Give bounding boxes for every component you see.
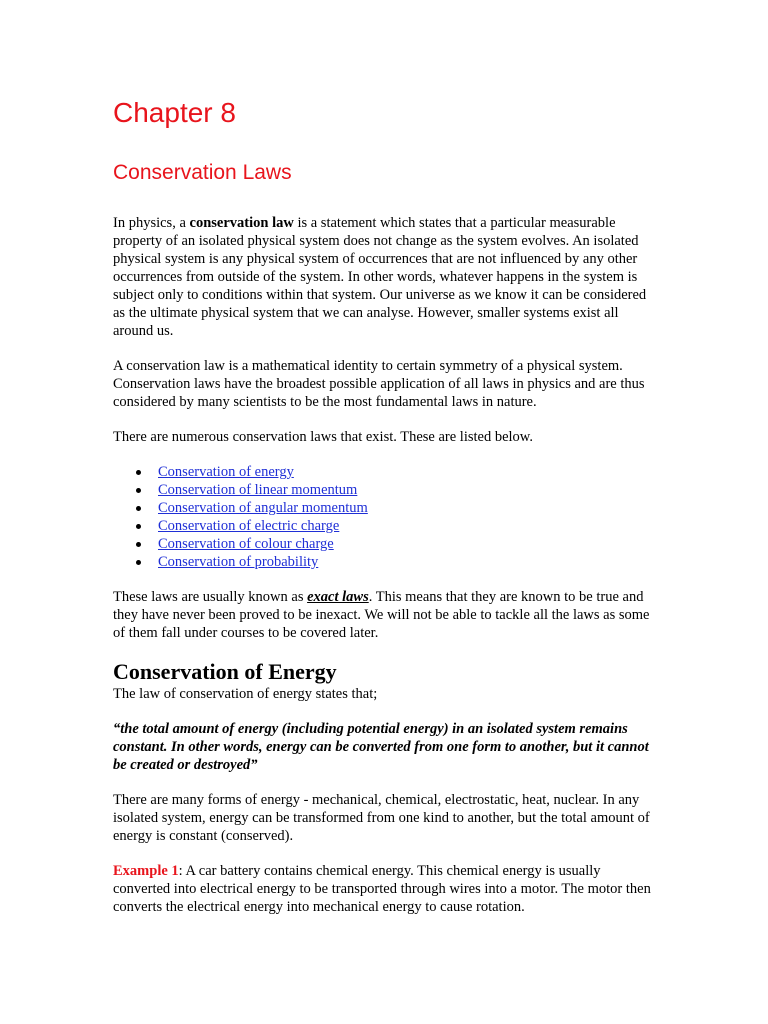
intro-text-start: In physics, a xyxy=(113,215,190,231)
energy-forms-paragraph: There are many forms of energy - mechanical, chemical, electrostatic, heat, nuclear. In any isolated system, energy can be transformed from one kind to another, but the total amount of energy is constant (conserved). xyxy=(113,792,650,844)
intro-paragraph xyxy=(113,214,653,340)
link-conservation-of-colour-charge[interactable]: Conservation of colour charge xyxy=(158,536,334,552)
chapter-title: Chapter 8 xyxy=(113,97,236,128)
list-item xyxy=(158,499,653,517)
conservation-law-term: conservation law xyxy=(189,215,294,231)
link-conservation-of-electric-charge[interactable]: Conservation of electric charge xyxy=(158,518,340,534)
section-title: Conservation Laws xyxy=(113,161,292,184)
example-label: Example 1 xyxy=(113,863,179,879)
energy-lead-paragraph: The law of conservation of energy states that; xyxy=(113,686,378,702)
document-page xyxy=(113,94,653,916)
definition-paragraph: A conservation law is a mathematical identity to certain symmetry of a physical system. Conservation laws have the broadest possible application of all laws in physics and are thus considered by many scientists to be the most fundamental laws in nature. xyxy=(113,358,645,410)
list-item xyxy=(158,481,653,499)
list-item xyxy=(158,535,653,553)
exact-text-rest: . This means that they are known to be true and they have never been proved to be inexact. We will not be able to tackle all the laws as some of them fall under courses to be covered later. xyxy=(113,589,650,641)
example-paragraph xyxy=(113,862,653,916)
link-conservation-of-probability[interactable]: Conservation of probability xyxy=(158,554,319,570)
exact-laws-paragraph xyxy=(113,588,653,642)
energy-law-quote: “the total amount of energy (including potential energy) in an isolated system remains constant. In other words, energy can be converted from one form to another, but it cannot be created or destroyed” xyxy=(113,721,649,773)
exact-text-start: These laws are usually known as xyxy=(113,589,308,605)
list-item xyxy=(158,517,653,535)
link-conservation-of-linear-momentum[interactable]: Conservation of linear momentum xyxy=(158,482,358,498)
link-conservation-of-angular-momentum[interactable]: Conservation of angular momentum xyxy=(158,500,368,516)
list-item xyxy=(158,463,653,481)
list-intro-paragraph: There are numerous conservation laws that exist. These are listed below. xyxy=(113,429,533,445)
energy-heading: Conservation of Energy xyxy=(113,659,337,684)
link-conservation-of-energy[interactable]: Conservation of energy xyxy=(158,464,294,480)
example-text: : A car battery contains chemical energy. This chemical energy is usually converted into electrical energy to be transported through wires into a motor. The motor then converts the electrical energy into mechanical energy to cause rotation. xyxy=(113,863,651,915)
list-item xyxy=(158,553,653,571)
intro-text-rest: is a statement which states that a particular measurable property of an isolated physical system does not change as the system evolves. An isolated physical system is any physical system of occurrences that are not influenced by any other occurrences from outside of the system. In other words, whatever happens in the system is subject only to conditions within that system. Our universe as we know it can be considered as the ultimate physical system that we can analyse. However, smaller systems exist all around us. xyxy=(113,215,647,339)
exact-laws-term: exact laws xyxy=(307,589,369,605)
conservation-laws-list xyxy=(113,463,653,571)
